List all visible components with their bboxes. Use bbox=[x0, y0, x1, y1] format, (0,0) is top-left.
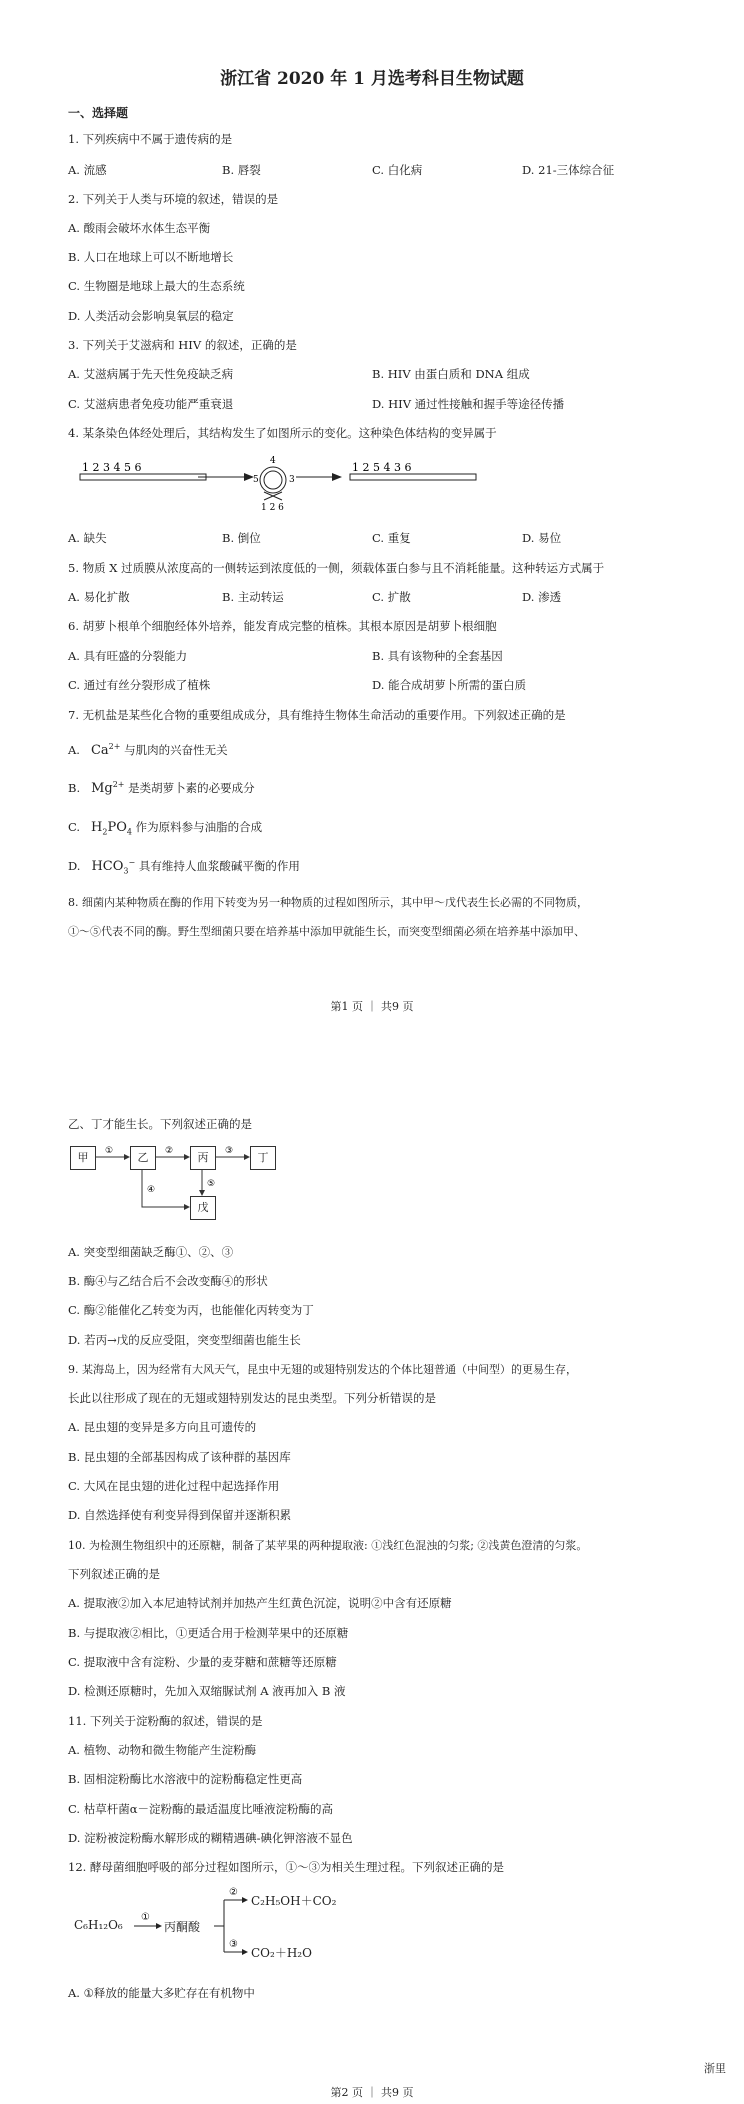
q3-option-c: C. 艾滋病患者免疫功能严重衰退 bbox=[68, 397, 234, 411]
q8-option-c: C. 酶②能催化乙转变为丙，也能催化丙转变为丁 bbox=[68, 1303, 314, 1317]
loop-label-right: 3 bbox=[289, 475, 295, 485]
q8-line1: 8. 细菌内某种物质在酶的作用下转变为另一种物质的过程如图所示，其中甲～戊代表生长必需的不同物质， bbox=[68, 896, 588, 909]
q10-option-a: A. 提取液②加入本尼迪特试剂并加热产生红黄色沉淀，说明②中含有还原糖 bbox=[68, 1596, 452, 1610]
chromosome-after-label: 1 2 5 4 3 6 bbox=[352, 461, 412, 474]
option-text: 具有维持人血浆酸碱平衡的作用 bbox=[138, 859, 300, 873]
loop-label-top: 4 bbox=[270, 456, 276, 466]
chem-hco: HCO bbox=[91, 859, 124, 874]
q12-stem: 12. 酵母菌细胞呼吸的部分过程如图所示，①～③为相关生理过程。下列叙述正确的是 bbox=[68, 1860, 504, 1874]
label-step-2: ② bbox=[229, 1887, 238, 1898]
subscript: 2 bbox=[102, 827, 108, 837]
q2-option-a: A. 酸雨会破坏水体生态平衡 bbox=[68, 221, 211, 235]
q9-option-a: A. 昆虫翅的变异是多方向且可遗传的 bbox=[68, 1420, 257, 1434]
corner-watermark: 浙里 bbox=[704, 2062, 726, 2075]
charge: − bbox=[128, 858, 136, 868]
q9-option-d: D. 自然选择使有利变异得到保留并逐渐积累 bbox=[68, 1508, 292, 1522]
chromosome-before bbox=[80, 474, 206, 480]
glucose-label: C₆H₁₂O₆ bbox=[74, 1918, 123, 1932]
arrowhead-2 bbox=[332, 473, 342, 481]
q6-option-c: C. 通过有丝分裂形成了植株 bbox=[68, 678, 211, 692]
q9-line2: 长此以往形成了现在的无翅或翅特别发达的昆虫类型。下列分析错误的是 bbox=[68, 1391, 436, 1405]
pyruvate-label: 丙酮酸 bbox=[164, 1920, 201, 1934]
node-yi: 乙 bbox=[130, 1146, 156, 1170]
q5-option-d: D. 渗透 bbox=[522, 590, 562, 604]
q3-option-b: B. HIV 由蛋白质和 DNA 组成 bbox=[372, 367, 530, 381]
q7-option-c bbox=[68, 819, 262, 836]
label-step-3: ③ bbox=[229, 1939, 238, 1950]
q11-stem: 11. 下列关于淀粉酶的叙述，错误的是 bbox=[68, 1714, 263, 1728]
q10-line1: 10. 为检测生物组织中的还原糖，制备了某苹果的两种提取液: ①浅红色混浊的匀浆; ②浅黄色澄清的匀浆。 bbox=[68, 1539, 588, 1552]
q10-option-b: B. 与提取液②相比，①更适合用于检测苹果中的还原糖 bbox=[68, 1626, 349, 1640]
q2-option-d: D. 人类活动会影响臭氧层的稳定 bbox=[68, 309, 234, 323]
q10-option-c: C. 提取液中含有淀粉、少量的麦芽糖和蔗糖等还原糖 bbox=[68, 1655, 337, 1669]
enzyme-pathway-diagram bbox=[68, 1140, 288, 1222]
node-jia: 甲 bbox=[70, 1146, 96, 1170]
q5-option-b: B. 主动转运 bbox=[222, 590, 284, 604]
q2-option-c: C. 生物圈是地球上最大的生态系统 bbox=[68, 279, 245, 293]
label-enzyme-3: ③ bbox=[225, 1146, 234, 1156]
product-co2-water: CO₂＋H₂O bbox=[251, 1946, 312, 1960]
q9-option-c: C. 大风在昆虫翅的进化过程中起选择作用 bbox=[68, 1479, 280, 1493]
option-text: 是类胡萝卜素的必要成分 bbox=[128, 781, 255, 795]
q3-option-d: D. HIV 通过性接触和握手等途径传播 bbox=[372, 397, 565, 411]
q7-option-d bbox=[68, 858, 300, 875]
label-enzyme-5: ⑤ bbox=[207, 1179, 216, 1189]
page-title: 浙江省 2020 年 1 月选考科目生物试题 bbox=[220, 69, 524, 89]
q9-option-b: B. 昆虫翅的全部基因构成了该种群的基因库 bbox=[68, 1450, 291, 1464]
option-text: 作为原料参与油脂的合成 bbox=[135, 820, 263, 834]
q12-option-a: A. ①释放的能量大多贮存在有机物中 bbox=[68, 1986, 255, 2000]
chromosome-after bbox=[350, 474, 476, 480]
q5-option-a: A. 易化扩散 bbox=[68, 590, 130, 604]
charge: 2+ bbox=[112, 780, 125, 790]
loop-label-bottom: 1 2 6 bbox=[261, 503, 284, 513]
chromosome-before-label: 1 2 3 4 5 6 bbox=[82, 461, 142, 474]
q10-option-d: D. 检测还原糖时，先加入双缩脲试剂 A 液再加入 B 液 bbox=[68, 1684, 346, 1698]
subscript: 4 bbox=[126, 827, 132, 837]
footer-page-2: 第2 页 ｜ 共9 页 bbox=[330, 2086, 414, 2099]
option-label: A. bbox=[68, 743, 80, 757]
q6-stem: 6. 胡萝卜根单个细胞经体外培养，能发育成完整的植株。其根本原因是胡萝卜根细胞 bbox=[68, 619, 497, 633]
q6-option-b: B. 具有该物种的全套基因 bbox=[372, 649, 503, 663]
chromosome-loop-inner bbox=[264, 471, 282, 489]
charge: 2+ bbox=[108, 742, 121, 752]
product-ethanol: C₂H₅OH＋CO₂ bbox=[251, 1894, 337, 1908]
q3-stem: 3. 下列关于艾滋病和 HIV 的叙述，正确的是 bbox=[68, 338, 297, 352]
option-label: D. bbox=[68, 859, 81, 873]
node-ding: 丁 bbox=[250, 1146, 276, 1170]
q4-option-d: D. 易位 bbox=[522, 531, 562, 545]
q6-option-d: D. 能合成胡萝卜所需的蛋白质 bbox=[372, 678, 527, 692]
q1-option-b: B. 唇裂 bbox=[222, 163, 261, 177]
node-bing: 丙 bbox=[190, 1146, 216, 1170]
chem-h: H bbox=[91, 820, 103, 835]
q4-option-c: C. 重复 bbox=[372, 531, 411, 545]
q9-line1: 9. 某海岛上，因为经常有大风天气，昆虫中无翅的或翅特别发达的个体比翅普通（中间型）的更易生存， bbox=[68, 1363, 577, 1376]
q8-option-d: D. 若丙→戊的反应受阻，突变型细菌也能生长 bbox=[68, 1333, 301, 1347]
chromosome-diagram bbox=[68, 452, 488, 516]
chem-po: PO bbox=[107, 820, 127, 835]
q6-option-a: A. 具有旺盛的分裂能力 bbox=[68, 649, 188, 663]
respiration-diagram bbox=[68, 1884, 368, 1964]
label-enzyme-2: ② bbox=[165, 1146, 174, 1156]
chem-ca: Ca bbox=[90, 743, 109, 758]
q2-option-b: B. 人口在地球上可以不断地增长 bbox=[68, 250, 234, 264]
q1-option-a: A. 流感 bbox=[68, 163, 107, 177]
q1-option-d: D. 21-三体综合征 bbox=[522, 163, 615, 177]
chem-mg: Mg bbox=[91, 781, 113, 796]
q5-option-c: C. 扩散 bbox=[372, 590, 411, 604]
subscript: 3 bbox=[123, 866, 129, 876]
option-label: B. bbox=[68, 781, 81, 795]
q11-option-a: A. 植物、动物和微生物能产生淀粉酶 bbox=[68, 1743, 257, 1757]
q7-stem: 7. 无机盐是某些化合物的重要组成成分，具有维持生物体生命活动的重要作用。下列叙述正确的是 bbox=[68, 708, 566, 722]
q8-line2: ①～⑤代表不同的酶。野生型细菌只要在培养基中添加甲就能生长，而突变型细菌必须在培养基中添加甲、 bbox=[68, 925, 585, 938]
q2-stem: 2. 下列关于人类与环境的叙述，错误的是 bbox=[68, 192, 279, 206]
option-label: C. bbox=[68, 820, 81, 834]
q1-stem: 1. 下列疾病中不属于遗传病的是 bbox=[68, 132, 233, 146]
q11-option-d: D. 淀粉被淀粉酶水解形成的糊精遇碘-碘化钾溶液不显色 bbox=[68, 1831, 353, 1845]
q5-stem: 5. 物质 X 过质膜从浓度高的一侧转运到浓度低的一侧，须载体蛋白参与且不消耗能量。这种转运方式属于 bbox=[68, 561, 605, 575]
label-step-1: ① bbox=[141, 1912, 150, 1923]
q1-option-c: C. 白化病 bbox=[372, 163, 423, 177]
q4-option-a: A. 缺失 bbox=[68, 531, 107, 545]
q11-option-c: C. 枯草杆菌α－淀粉酶的最适温度比唾液淀粉酶的高 bbox=[68, 1802, 333, 1816]
loop-label-left: 5 bbox=[253, 475, 259, 485]
node-wu: 戊 bbox=[190, 1196, 216, 1220]
q11-option-b: B. 固相淀粉酶比水溶液中的淀粉酶稳定性更高 bbox=[68, 1772, 303, 1786]
label-enzyme-1: ① bbox=[105, 1146, 114, 1156]
q8-option-a: A. 突变型细菌缺乏酶①、②、③ bbox=[68, 1245, 234, 1259]
footer-page-1: 第1 页 ｜ 共9 页 bbox=[330, 1000, 414, 1013]
q10-line2: 下列叙述正确的是 bbox=[68, 1567, 160, 1581]
q3-option-a: A. 艾滋病属于先天性免疫缺乏病 bbox=[68, 367, 234, 381]
q4-option-b: B. 倒位 bbox=[222, 531, 261, 545]
pathway-arrows bbox=[68, 1140, 288, 1222]
q4-stem: 4. 某条染色体经处理后，其结构发生了如图所示的变化。这种染色体结构的变异属于 bbox=[68, 426, 497, 440]
section-heading: 一、选择题 bbox=[68, 106, 129, 120]
label-enzyme-4: ④ bbox=[147, 1185, 156, 1195]
q7-option-a bbox=[68, 742, 228, 758]
respiration-arrows bbox=[68, 1884, 368, 1964]
q8-line3: 乙、丁才能生长。下列叙述正确的是 bbox=[68, 1117, 252, 1131]
q8-option-b: B. 酶④与乙结合后不会改变酶④的形状 bbox=[68, 1274, 268, 1288]
option-text: 与肌肉的兴奋性无关 bbox=[124, 743, 228, 757]
q7-option-b bbox=[68, 780, 255, 796]
